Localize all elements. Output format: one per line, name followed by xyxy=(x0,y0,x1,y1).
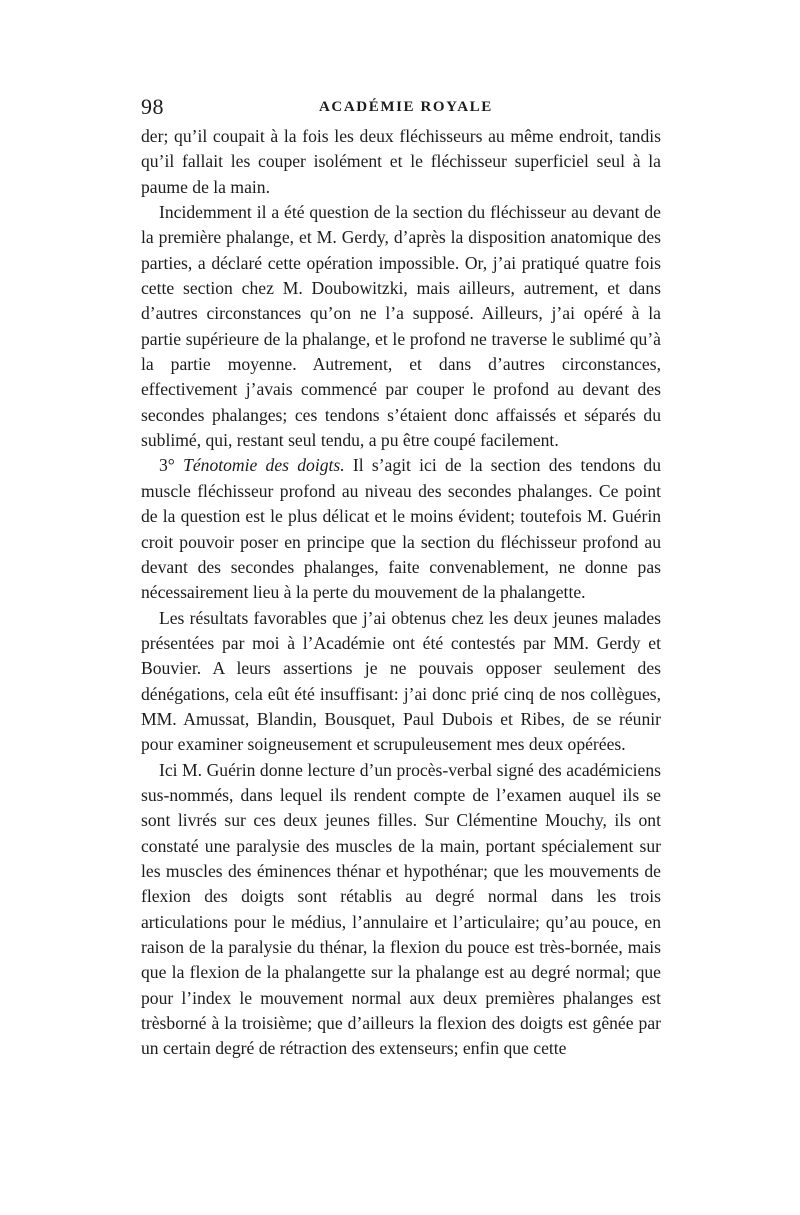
paragraph xyxy=(141,606,661,758)
body-text xyxy=(141,124,661,1062)
paragraph-number: 3° xyxy=(159,455,184,476)
paragraph-text: Incidemment il a été question de la section du fléchisseur au devant de la première phalange, et M. Gerdy, d’après la disposition anatomique des parties, a déclaré cette opération impossible. Or, j’ai pratiqué quatre fois cette section chez M. Doubowitzki, mais ailleurs, autrement, et dans d’autres circonstances qu’on ne l’a supposé. Ailleurs, j’ai opéré à la partie supérieure de la phalange, et le profond ne traverse le sublimé qu’à la partie moyenne. Autrement, et dans d’autres circonstances, effectivement j’avais commencé par couper le profond au devant des secondes phalanges; ces tendons s’étaient donc affaissés et séparés du sublimé, qui, restant seul tendu, a pu être coupé facilement. xyxy=(141,202,661,451)
section-title: Ténotomie des doigts. xyxy=(183,455,345,476)
paragraph xyxy=(141,124,661,200)
paragraph-text: der; qu’il coupait à la fois les deux fléchisseurs au même endroit, tandis qu’il fallait les couper isolément et le fléchisseur superficiel seul à la paume de la main. xyxy=(141,126,661,197)
paragraph-text: Ici M. Guérin donne lecture d’un procès-verbal signé des académiciens sus-nommés, dans lequel ils rendent compte de l’examen auquel ils se sont livrés sur ces deux jeunes filles. Sur Clémentine Mouchy, ils ont constaté une paralysie des muscles de la main, portant spécialement sur les muscles des éminences thénar et hypothénar; que les mouvements de flexion des doigts sont rétablis au degré normal dans les trois articulations pour le médius, l’annulaire et l’articulaire; qu’au pouce, en raison de la paralysie du thénar, la flexion du pouce est très-bornée, mais que la flexion de la phalangette sur la phalange est au degré normal; que pour l’index le mouvement normal aux deux premières phalanges est trèsborné à la troisième; que d’ailleurs la flexion des doigts est gênée par un certain degré de rétraction des extenseurs; enfin que cette xyxy=(141,759,661,1059)
paragraph-text: Il s’agit ici de la section des tendons du muscle fléchisseur profond au niveau des secondes phalanges. Ce point de la question est le plus délicat et le moins évident; toutefois M. Guérin croit pouvoir poser en principe que la section du fléchisseur profond au devant des secondes phalanges, faite convenablement, ne donne pas nécessairement lieu à la perte du mouvement de la phalangette. xyxy=(141,455,662,603)
page-header xyxy=(141,90,661,124)
paragraph xyxy=(141,200,661,453)
book-page xyxy=(141,90,661,1062)
page-number: 98 xyxy=(141,94,164,119)
paragraph xyxy=(141,758,661,1062)
paragraph xyxy=(141,453,661,605)
paragraph-text: Les résultats favorables que j’ai obtenus chez les deux jeunes malades présentées par moi à l’Académie ont été contestés par MM. Gerdy et Bouvier. A leurs assertions je ne pouvais opposer seulement des dénégations, cela eût été insuffisant: j’ai donc prié cinq de nos collègues, MM. Amussat, Blandin, Bousquet, Paul Dubois et Ribes, de se réunir pour examiner soigneusement et scrupuleusement mes deux opérées. xyxy=(141,607,661,755)
running-head: ACADÉMIE ROYALE xyxy=(319,99,493,115)
